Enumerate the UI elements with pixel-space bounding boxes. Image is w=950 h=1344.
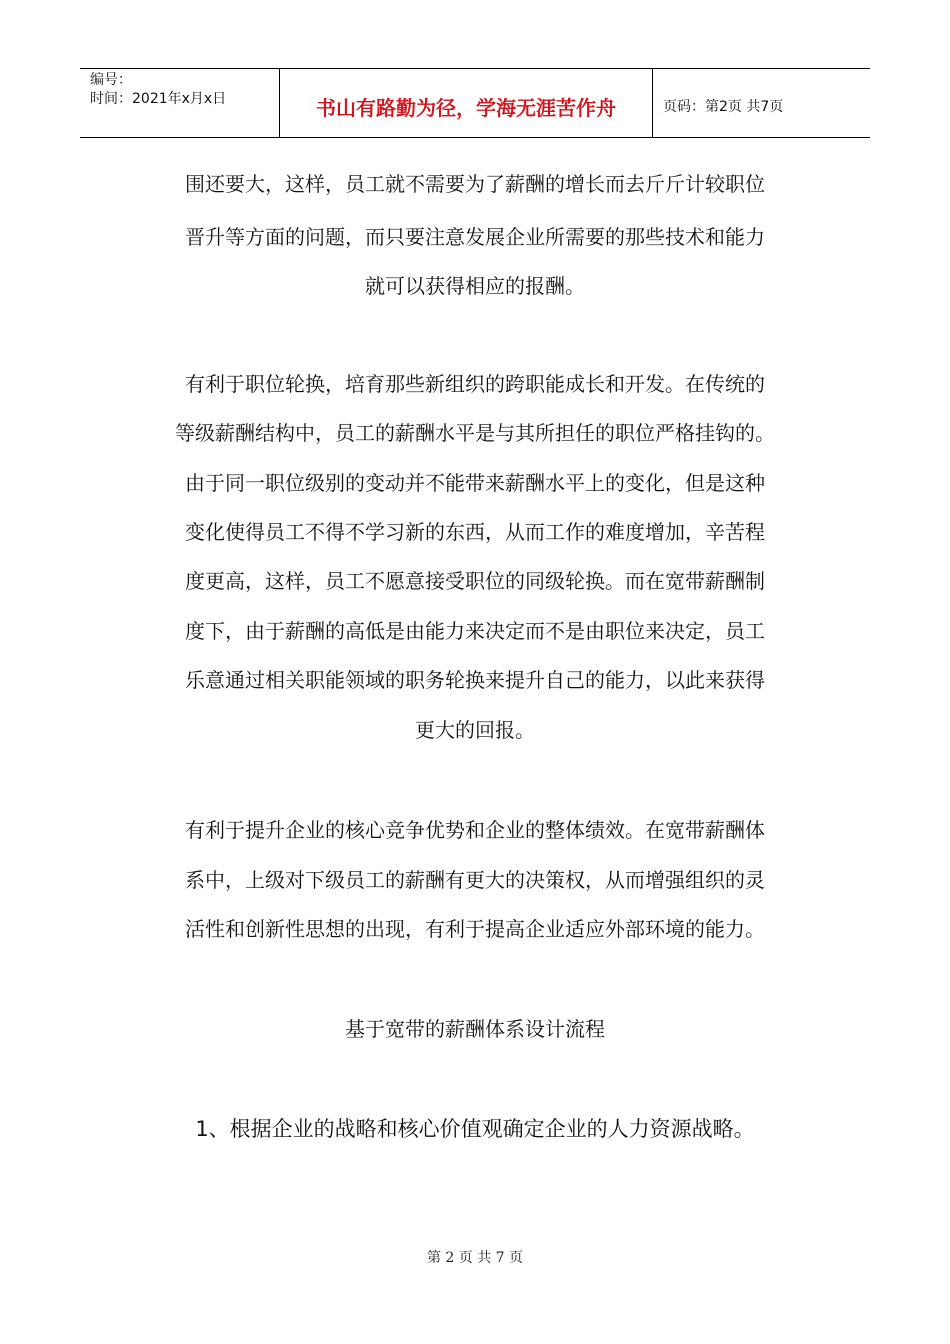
paragraph-line: 系中，上级对下级员工的薪酬有更大的决策权，从而增强组织的灵	[185, 868, 765, 892]
document-time-label: 时间：2021年x月x日	[90, 91, 227, 107]
step-item: 1、根据企业的战略和核心价值观确定企业的人力资源战略。	[195, 1117, 755, 1141]
section-title: 基于宽带的薪酬体系设计流程	[345, 1017, 605, 1041]
header-motto: 书山有路勤为径，学海无涯苦作舟	[280, 69, 653, 137]
paragraph-line: 围还要大，这样，员工就不需要为了薪酬的增长而去斤斤计较职位	[185, 172, 765, 196]
paragraph-line: 度下，由于薪酬的高低是由能力来决定而不是由职位来决定，员工	[185, 619, 765, 643]
header-page-number: 页码：第2页 共7页	[663, 99, 784, 115]
page-footer: 第 2 页 共 7 页	[426, 1250, 524, 1266]
paragraph-line: 就可以获得相应的报酬。	[365, 274, 585, 298]
paragraph-line: 活性和创新性思想的出现，有利于提高企业适应外部环境的能力。	[185, 917, 765, 941]
paragraph-line: 乐意通过相关职能领域的职务轮换来提升自己的能力，以此来获得	[185, 668, 765, 692]
header-meta-cell	[80, 69, 280, 137]
paragraph-line: 度更高，这样，员工不愿意接受职位的同级轮换。而在宽带薪酬制	[185, 569, 765, 593]
paragraph-line: 晋升等方面的问题，而只要注意发展企业所需要的那些技术和能力	[185, 225, 765, 249]
paragraph-line: 由于同一职位级别的变动并不能带来薪酬水平上的变化，但是这种	[185, 471, 765, 495]
paragraph-line: 更大的回报。	[415, 718, 535, 742]
document-header	[80, 68, 870, 138]
paragraph-line: 有利于职位轮换，培育那些新组织的跨职能成长和开发。在传统的	[185, 372, 765, 396]
document-number-label: 编号：	[90, 72, 132, 88]
paragraph-line: 变化使得员工不得不学习新的东西，从而工作的难度增加，辛苦程	[185, 520, 765, 544]
paragraph-line: 等级薪酬结构中，员工的薪酬水平是与其所担任的职位严格挂钩的。	[175, 421, 775, 445]
paragraph-line: 有利于提升企业的核心竞争优势和企业的整体绩效。在宽带薪酬体	[185, 818, 765, 842]
